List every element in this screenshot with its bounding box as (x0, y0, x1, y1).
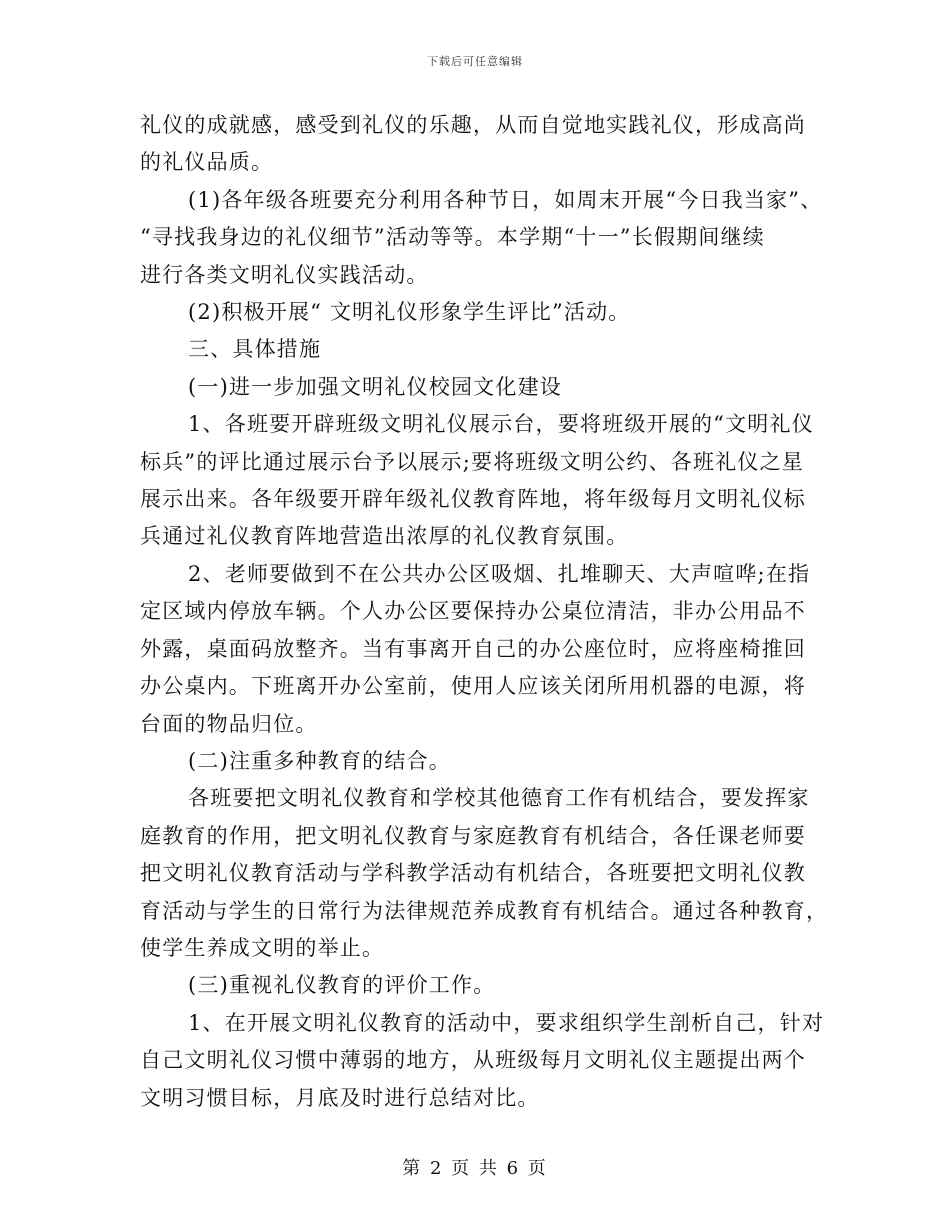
text-line: 自己文明礼仪习惯中薄弱的地方，从班级每月文明礼仪主题提出两个 (140, 1048, 806, 1073)
text-line: (三)重视礼仪教育的评价工作。 (188, 973, 496, 998)
document-body (140, 107, 830, 1117)
text-line: 把文明礼仪教育活动与学科教学活动有机结合，各班要把文明礼仪教 (140, 861, 806, 886)
text-line: 2、老师要做到不在公共办公区吸烟、扎堆聊天、大声喧哗;在指 (188, 561, 811, 586)
text-line: 进行各类文明礼仪实践活动。 (140, 262, 429, 287)
paragraph (140, 331, 830, 368)
paragraph (140, 780, 830, 967)
paragraph (140, 967, 830, 1004)
text-line: 庭教育的作用，把文明礼仪教育与家庭教育有机结合，各任课老师要 (140, 823, 806, 848)
text-line: 1、各班要开辟班级文明礼仪展示台，要将班级开展的“文明礼仪 (188, 412, 814, 437)
paragraph (140, 406, 830, 556)
page-number-footer: 第 2 页 共 6 页 (402, 1158, 548, 1179)
paragraph (140, 182, 830, 294)
text-line: (1)各年级各班要充分利用各种节日，如周末开展“今日我当家”、 (188, 187, 823, 212)
text-line: 办公桌内。下班离开办公室前，使用人应该关闭所用机器的电源，将 (140, 674, 806, 699)
text-line: 台面的物品归位。 (140, 711, 318, 736)
text-line: 外露，桌面码放整齐。当有事离开自己的办公座位时，应将座椅推回 (140, 636, 806, 661)
text-line: 三、具体措施 (188, 337, 322, 362)
text-line: 1、在开展文明礼仪教育的活动中，要求组织学生剖析自己，针对 (188, 1010, 825, 1035)
text-line: 标兵”的评比通过展示台予以展示;要将班级文明公约、各班礼仪之星 (140, 449, 805, 474)
text-line: (一)进一步加强文明礼仪校园文化建设 (188, 374, 562, 399)
paragraph (140, 107, 830, 182)
text-line: 育活动与学生的日常行为法律规范养成教育有机结合。通过各种教育， (140, 898, 829, 923)
text-line: “寻找我身边的礼仪细节”活动等等。本学期“十一”长假期间继续 (140, 225, 765, 250)
text-line: 展示出来。各年级要开辟年级礼仪教育阵地，将年级每月文明礼仪标 (140, 487, 806, 512)
paragraph (140, 743, 830, 780)
text-line: 的礼仪品质。 (140, 150, 274, 175)
text-line: 定区域内停放车辆。个人办公区要保持办公桌位清洁，非办公用品不 (140, 599, 806, 624)
page-header-note: 下载后可任意编辑 (427, 55, 523, 68)
text-line: (二)注重多种教育的结合。 (188, 748, 451, 773)
text-line: 使学生养成文明的举止。 (140, 935, 385, 960)
paragraph (140, 556, 830, 743)
paragraph (140, 1005, 830, 1117)
paragraph (140, 294, 830, 331)
paragraph (140, 369, 830, 406)
text-line: 礼仪的成就感，感受到礼仪的乐趣，从而自觉地实践礼仪，形成高尚 (140, 113, 806, 137)
text-line: 文明习惯目标，月底及时进行总结对比。 (140, 1085, 540, 1110)
text-line: 兵通过礼仪教育阵地营造出浓厚的礼仪教育氛围。 (140, 524, 629, 549)
text-line: 各班要把文明礼仪教育和学校其他德育工作有机结合，要发挥家 (188, 786, 810, 811)
text-line: (2)积极开展“ 文明礼仪形象学生评比”活动。 (188, 300, 631, 325)
